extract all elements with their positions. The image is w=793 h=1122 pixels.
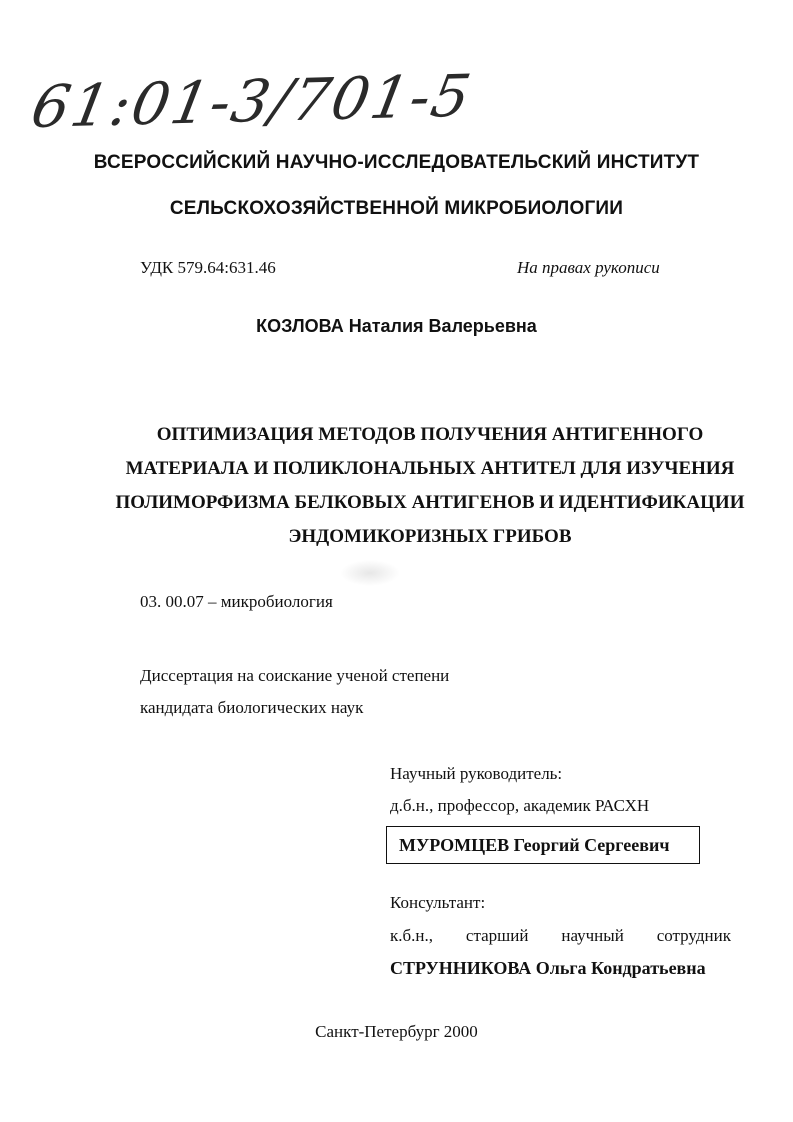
supervisor-label: Научный руководитель:	[390, 764, 563, 783]
consultant-position-word: сотрудник	[656, 926, 731, 945]
title-line: ПОЛИМОРФИЗМА БЕЛКОВЫХ АНТИГЕНОВ И ИДЕНТИФИКАЦИИ	[115, 492, 745, 513]
scan-smudge	[340, 560, 400, 586]
city-year: Санкт-Петербург 2000	[315, 1022, 478, 1041]
title-line: ОПТИМИЗАЦИЯ МЕТОДОВ ПОЛУЧЕНИЯ АНТИГЕННОГО	[156, 424, 704, 445]
consultant-position	[390, 926, 731, 946]
specialty-code: 03. 00.07 – микробиология	[140, 592, 333, 611]
author-name: КОЗЛОВА Наталия Валерьевна	[256, 316, 537, 336]
dissertation-degree-line-1: Диссертация на соискание ученой степени	[140, 666, 450, 685]
dissertation-title	[60, 418, 793, 554]
supervisor-name-box	[386, 826, 700, 864]
consultant-label: Консультант:	[390, 893, 486, 912]
consultant-position-word: к.б.н.,	[390, 926, 434, 945]
institute-name-line-1: ВСЕРОССИЙСКИЙ НАУЧНО-ИССЛЕДОВАТЕЛЬСКИЙ ИНСТИТУТ	[93, 152, 700, 173]
title-line: ЭНДОМИКОРИЗНЫХ ГРИБОВ	[288, 526, 572, 547]
consultant-position-word: научный	[561, 926, 624, 945]
supervisor-name: МУРОМЦЕВ Георгий Сергеевич	[399, 835, 670, 855]
institute-name-line-2: СЕЛЬСКОХОЗЯЙСТВЕННОЙ МИКРОБИОЛОГИИ	[169, 198, 624, 219]
supervisor-credentials: д.б.н., профессор, академик РАСХН	[390, 796, 650, 815]
consultant-name: СТРУННИКОВА Ольга Кондратьевна	[390, 958, 706, 978]
udk-code: УДК 579.64:631.46	[140, 258, 276, 277]
title-line: МАТЕРИАЛА И ПОЛИКЛОНАЛЬНЫХ АНТИТЕЛ ДЛЯ ИЗУЧЕНИЯ	[125, 458, 735, 479]
consultant-position-word: старший	[465, 926, 529, 945]
handwritten-archive-code: 61:01-3/701-5	[26, 61, 478, 141]
rights-note: На правах рукописи	[517, 258, 660, 277]
dissertation-degree-line-2: кандидата биологических наук	[140, 698, 364, 717]
